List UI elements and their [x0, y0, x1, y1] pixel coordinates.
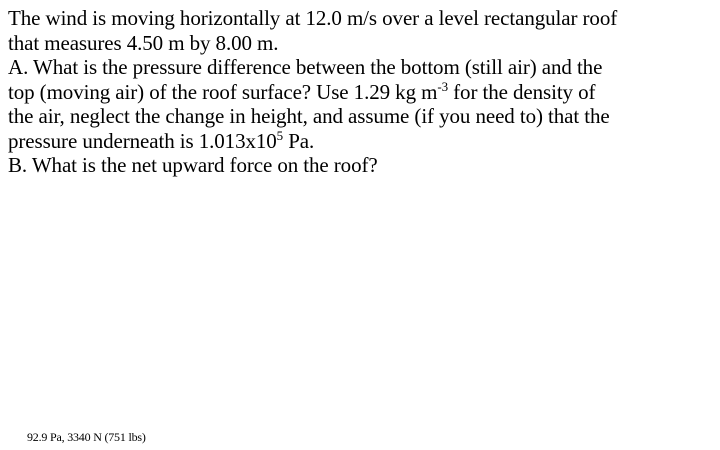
problem-line-1: The wind is moving horizontally at 12.0 m/s over a level rectangular roof: [8, 6, 618, 30]
question-a-line-4: [8, 129, 716, 154]
question-a-line-4-end: Pa.: [283, 128, 315, 153]
problem-text: [8, 6, 716, 178]
question-b: B. What is the net upward force on the roof?: [8, 153, 378, 177]
question-a-line-3: the air, neglect the change in height, and assume (if you need to) that the: [8, 104, 610, 128]
question-a-line-2-text: top (moving air) of the roof surface? Use 1.29 kg m: [8, 79, 438, 104]
question-a-line-2-end: for the density of: [448, 79, 596, 104]
pressure-exponent: 5: [276, 127, 284, 143]
question-a-line-2: [8, 80, 716, 105]
density-exponent: -3: [437, 78, 448, 94]
answer-text: 92.9 Pa, 3340 N (751 lbs): [27, 430, 146, 444]
question-a-line-4-text: pressure underneath is 1.013x10: [8, 128, 277, 153]
problem-line-2: that measures 4.50 m by 8.00 m.: [8, 30, 279, 55]
question-a-line-1: A. What is the pressure difference between the bottom (still air) and the: [8, 55, 603, 79]
